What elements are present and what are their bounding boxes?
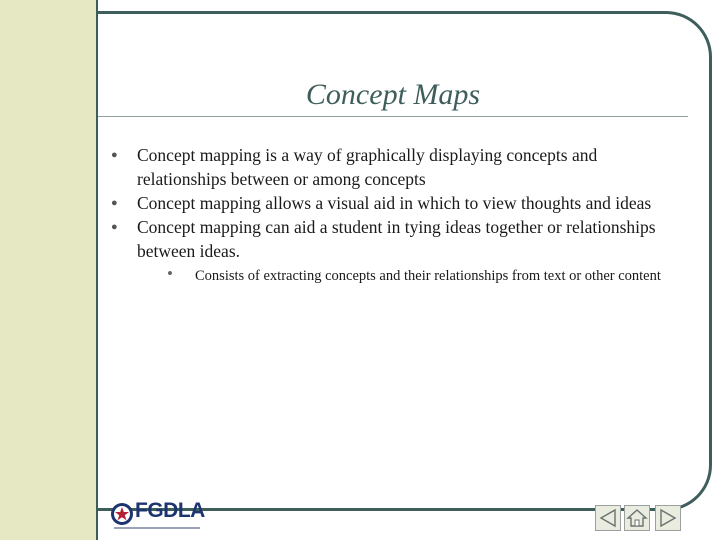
arrow-right-icon (656, 506, 680, 530)
bullet-item (111, 191, 691, 215)
sub-bullet-list (137, 266, 691, 287)
logo-wordmark: FGDLA (135, 499, 205, 522)
fgdla-logo (110, 499, 206, 533)
arrow-left-icon (596, 506, 620, 530)
bullet-text: Concept mapping is a way of graphically displaying concepts and relationships between or among concepts (137, 145, 598, 189)
bullet-item (111, 143, 691, 191)
slide-title: Concept Maps (305, 78, 481, 111)
previous-slide-button[interactable] (595, 505, 621, 531)
next-slide-button[interactable] (655, 505, 681, 531)
bullet-item (111, 215, 691, 287)
bullet-marker-icon: ● (111, 197, 118, 209)
star-seal-icon (110, 502, 134, 526)
left-accent-band (0, 0, 97, 540)
sub-bullet-text: Consists of extracting concepts and their relationships from text or other content (195, 268, 661, 284)
bullet-text: Concept mapping can aid a student in tying ideas together or relationships between ideas. (137, 217, 656, 261)
sub-bullet-item (167, 266, 691, 287)
sub-bullet-marker-icon: • (167, 264, 173, 283)
bullet-text: Concept mapping allows a visual aid in which to view thoughts and ideas (137, 193, 652, 213)
bullet-marker-icon: ● (111, 149, 118, 161)
home-button[interactable] (624, 505, 650, 531)
home-icon (625, 506, 649, 530)
bullet-list (111, 143, 691, 287)
logo-fine-print-line (114, 527, 200, 529)
title-divider (98, 116, 688, 117)
bullet-marker-icon: ● (111, 221, 118, 233)
